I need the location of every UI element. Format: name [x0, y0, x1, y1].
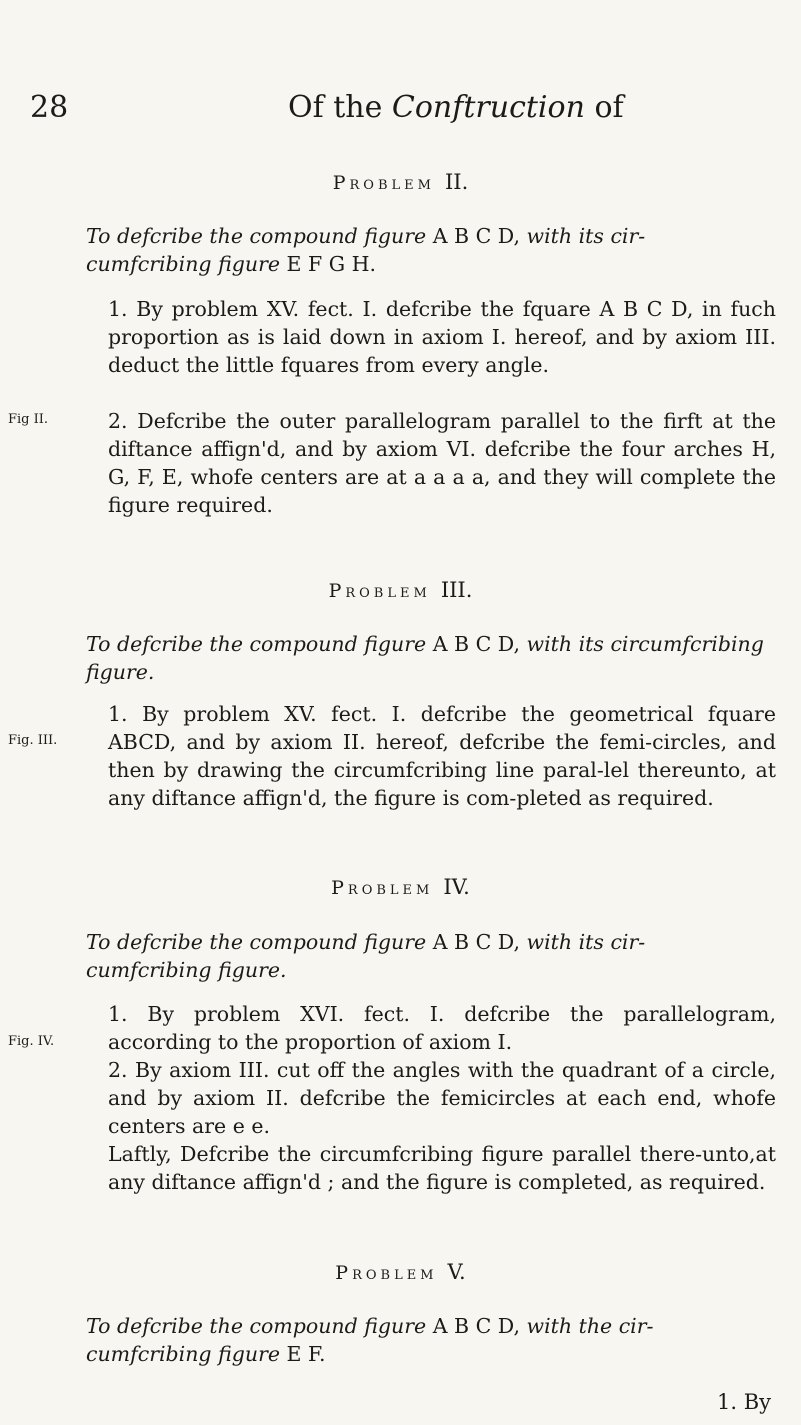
paragraph	[86, 700, 776, 812]
problem-heading-word: Problem	[328, 580, 431, 602]
statement-italic: with its circumfcribing figure.	[86, 632, 764, 684]
catchword: 1. By	[717, 1390, 772, 1414]
statement-figure-letters: E F.	[286, 1342, 326, 1366]
running-title-suffix: of	[584, 90, 624, 125]
paragraph-text: 2. By axiom III. cut off the angles with the quadrant of a circle, and by axiom II. defcribe the femicircles at each end, whofe centers are e e.	[108, 1058, 776, 1138]
paragraph-text: 2. Defcribe the outer parallelogram parallel to the firft at the diftance affign'd, and by axiom VI. defcribe the four arches H, G, F, E, whofe centers are at a a a a, and they will complete the figure required.	[108, 409, 776, 517]
paragraph-text: 1. By problem XV. fect. I. defcribe the geometrical fquare ABCD, and by axiom II. hereof, defcribe the femi-circles, and then by drawing the circumfcribing line paral-lel thereunto, at any diftance affign'd, the figure is com-pleted as required.	[108, 702, 776, 810]
statement-italic: To defcribe the compound figure	[86, 224, 433, 248]
problem-heading-number: IV.	[443, 875, 470, 899]
statement-figure-letters: E F G H.	[286, 252, 377, 276]
paragraph-text: 1. By problem XVI. fect. I. defcribe the parallelogram, according to the proportion of axiom I.	[108, 1002, 776, 1054]
paragraph-text: 1. By problem XV. fect. I. defcribe the fquare A B C D, in fuch proportion as is laid down in axiom I. hereof, and by axiom III. deduct the little fquares from every angle.	[108, 297, 776, 377]
problem-heading	[0, 1260, 801, 1284]
running-title-prefix: Of the	[288, 90, 392, 125]
page-header	[0, 0, 801, 125]
problem-heading	[0, 578, 801, 602]
problem-heading-word: Problem	[331, 877, 434, 899]
paragraph-text: Laftly, Defcribe the circumfcribing figure parallel there-unto,at any diftance affign'd ; and the figure is completed, as required.	[108, 1142, 776, 1194]
paragraph	[86, 407, 776, 519]
statement-italic: To defcribe the compound figure	[86, 1314, 433, 1338]
statement-italic: To defcribe the compound figure	[86, 930, 433, 954]
margin-figure-note: Fig. IV.	[8, 1034, 55, 1049]
problem-heading	[0, 875, 801, 899]
paragraph	[86, 1056, 776, 1140]
statement-italic: with the cir- cumfcribing figure	[86, 1314, 654, 1366]
statement-figure-letters: A B C D,	[432, 1314, 521, 1338]
problem-statement	[86, 928, 776, 984]
statement-italic: with its cir- cumfcribing figure.	[86, 930, 646, 982]
paragraph	[86, 1140, 776, 1196]
statement-italic: To defcribe the compound figure	[86, 632, 433, 656]
problem-statement	[86, 222, 776, 278]
paragraph	[86, 1000, 776, 1056]
problem-heading-number: III.	[440, 578, 473, 602]
margin-figure-note: Fig. III.	[8, 733, 58, 748]
page-number: 28	[30, 90, 69, 125]
problem-statement	[86, 1312, 776, 1368]
running-title-italic: Conftruction	[391, 90, 585, 125]
statement-figure-letters: A B C D,	[432, 632, 521, 656]
problem-statement	[86, 630, 776, 686]
problem-heading-word: Problem	[332, 172, 435, 194]
statement-figure-letters: A B C D,	[432, 224, 521, 248]
statement-italic: with its cir- cumfcribing figure	[86, 224, 646, 276]
running-title	[288, 90, 624, 125]
problem-heading-number: V.	[447, 1260, 466, 1284]
problem-heading	[0, 170, 801, 194]
problem-heading-word: Problem	[335, 1262, 438, 1284]
margin-figure-note: Fig II.	[8, 412, 49, 427]
statement-figure-letters: A B C D,	[432, 930, 521, 954]
problem-heading-number: II.	[444, 170, 469, 194]
paragraph	[86, 295, 776, 379]
